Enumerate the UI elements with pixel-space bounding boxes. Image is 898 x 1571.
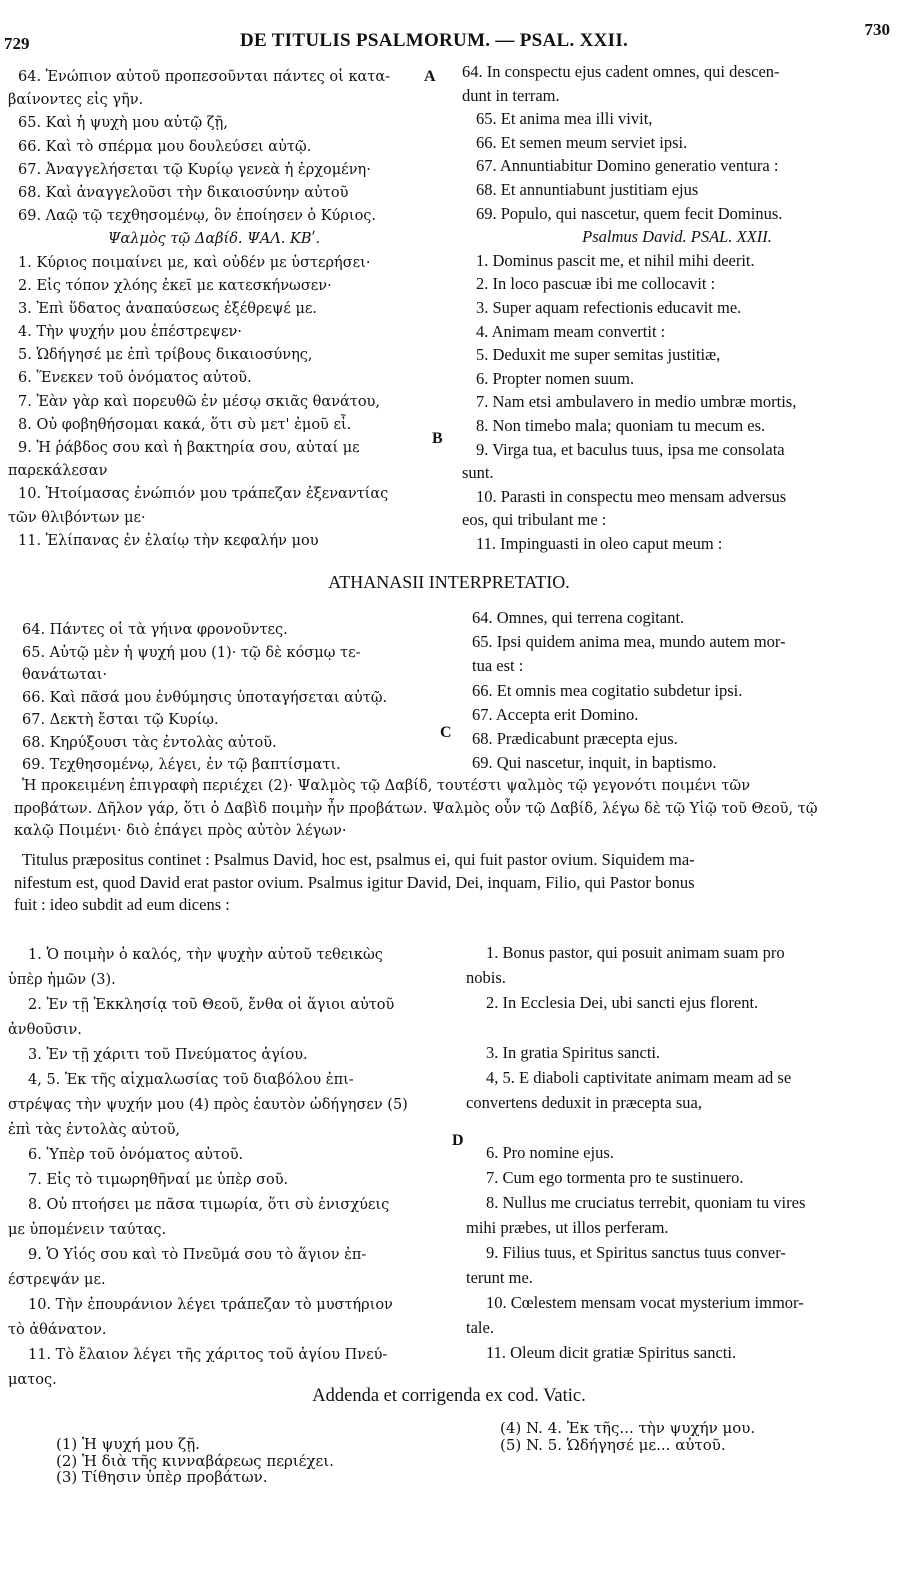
addenda-note: (2) Ἡ διὰ τῆς κινναβάρεως περιέχει. — [56, 1452, 334, 1469]
greek-verse-line: τῶν θλιβόντων με· — [8, 509, 146, 526]
latin-exposition-line: 8. Nullus me cruciatus terrebit, quoniam tu vires — [486, 1193, 806, 1212]
latin-verse-line: 67. Annuntiabitur Domino generatio ventura : — [476, 156, 779, 176]
latin-exposition-line: 6. Pro nomine ejus. — [486, 1143, 614, 1162]
page-number-left: 729 — [4, 34, 30, 53]
latin-exposition-line: 2. In Ecclesia Dei, ubi sancti ejus florent. — [486, 993, 759, 1012]
greek-verse-line: 10. Ἡτοίμασας ἐνώπιόν μου τράπεζαν ἐξεναντίας — [18, 486, 389, 503]
greek-exposition-line: έστρεψάν με. — [8, 1272, 106, 1288]
addenda-note: (5) N. 5. Ὡδήγησέ με... αὐτοῦ. — [500, 1436, 726, 1453]
addenda-right — [500, 1420, 880, 1453]
latin-verse-line: 8. Non timebo mala; quoniam tu mecum es. — [476, 415, 766, 435]
greek-verse-line: 11. Ἐλίπανας ἐν ἐλαίῳ τὴν κεφαλήν μου — [18, 532, 319, 549]
greek-exposition-line: 2. Ἐν τῇ Ἐκκλησίᾳ τοῦ Θεοῦ, ἔνθα οἱ ἅγιοι αὐτοῦ — [28, 997, 395, 1013]
commentary-latin-line: Titulus præpositus continet : Psalmus David, hoc est, psalmus ei, qui fuit pastor ovium. Siquidem ma- — [22, 850, 695, 869]
latin-exposition-line: 1. Bonus pastor, qui posuit animam suam pro — [486, 943, 785, 962]
greek-exposition-line: τὸ ἀθάνατον. — [8, 1322, 107, 1338]
exposition-greek-column — [8, 943, 448, 1393]
addenda-note: (4) N. 4. Ἐκ τῆς... τὴν ψυχήν μου. — [500, 1420, 756, 1437]
latin-verse-line: 66. Et semen meum serviet ipsi. — [476, 132, 688, 152]
latin-exposition-line — [466, 1015, 892, 1040]
exposition-latin-column — [466, 940, 892, 1365]
latin-interpretation-line: 64. Omnes, qui terrena cogitant. — [472, 608, 685, 627]
margin-letter-b: B — [432, 430, 443, 447]
latin-exposition-line: 10. Cœlestem mensam vocat mysterium immor- — [486, 1293, 804, 1312]
greek-verse-line: βαίνοντες εἰς γῆν. — [8, 92, 144, 109]
latin-verse-line: 3. Super aquam refectionis educavit me. — [476, 297, 742, 317]
latin-verse-line: 4. Animam meam convertit : — [476, 321, 666, 341]
latin-verse-line: sunt. — [462, 463, 494, 483]
psalm-latin-column — [462, 60, 892, 555]
latin-verse-line: Psalmus David. PSAL. XXII. — [582, 227, 772, 247]
latin-interpretation-line: 69. Qui nascetur, inquit, in baptismo. — [472, 753, 717, 773]
greek-exposition-line: 3. Ἐν τῇ χάριτι τοῦ Πνεύματος ἁγίου. — [28, 1047, 308, 1063]
section-heading: ATHANASII INTERPRETATIO. — [328, 572, 570, 592]
greek-exposition-line: 7. Εἰς τὸ τιμωρηθῆναί με ὑπὲρ σοῦ. — [28, 1172, 289, 1188]
latin-verse-line: 11. Impinguasti in oleo caput meum : — [476, 533, 723, 553]
latin-interpretation-line: 66. Et omnis mea cogitatio subdetur ipsi. — [472, 680, 743, 700]
latin-exposition-line: terunt me. — [466, 1268, 533, 1287]
greek-interpretation-line: θανάτωται· — [22, 667, 108, 683]
latin-verse-line: 5. Deduxit me super semitas justitiæ, — [476, 345, 721, 365]
latin-verse-line: eos, qui tribulant me : — [462, 510, 607, 530]
latin-exposition-line: 4, 5. E diaboli captivitate animam meam ad se — [486, 1068, 792, 1087]
commentary-latin-line: nifestum est, quod David erat pastor ovium. Psalmus igitur David, Dei, inquam, Filio, qui Pastor bonus — [14, 872, 695, 892]
latin-interpretation-line: 67. Accepta erit Domino. — [472, 704, 639, 724]
greek-exposition-line: με ὑπομένειν ταύτας. — [8, 1222, 167, 1238]
greek-verse-line: 1. Κύριος ποιμαίνει με, καὶ οὐδέν με ὑστερήσει· — [18, 254, 371, 271]
commentary-latin-line: fuit : ideo subdit ad eum dicens : — [14, 895, 230, 914]
latin-exposition-line: 9. Filius tuus, et Spiritus sanctus tuus conver- — [486, 1243, 786, 1262]
latin-exposition-line: 3. In gratia Spiritus sancti. — [486, 1043, 661, 1062]
greek-exposition-line: ματος. — [8, 1372, 57, 1388]
commentary-greek-line: καλῷ Ποιμένι· διὸ ἐπάγει πρὸς αὐτὸν λέγων· — [14, 823, 347, 839]
latin-exposition-line: mihi præbes, ut illos perferam. — [466, 1218, 669, 1237]
greek-exposition-line: 8. Οὐ πτοήσει με πᾶσα τιμωρία, ὅτι σὺ ἐνισχύεις — [28, 1197, 390, 1213]
latin-verse-line: 6. Propter nomen suum. — [476, 368, 635, 388]
latin-verse-line: 65. Et anima mea illi vivit, — [476, 109, 653, 129]
page-number-right: 730 — [864, 20, 890, 39]
addenda-heading: Addenda et corrigenda ex cod. Vatic. — [312, 1386, 586, 1406]
greek-verse-line: 4. Τὴν ψυχήν μου ἐπέστρεψεν· — [18, 324, 242, 341]
greek-interpretation-line: 69. Τεχθησομένῳ, λέγει, ἐν τῷ βαπτίσματι. — [22, 757, 341, 773]
greek-verse-line: 8. Οὐ φοβηθήσομαι κακά, ὅτι σὺ μετ' ἐμοῦ εἶ. — [18, 416, 352, 433]
latin-exposition-line: nobis. — [466, 968, 506, 987]
greek-exposition-line: 10. Τὴν ἐπουράνιον λέγει τράπεζαν τὸ μυστήριον — [28, 1297, 393, 1313]
latin-interpretation-line: 65. Ipsi quidem anima mea, mundo autem mor- — [472, 632, 786, 652]
greek-verse-line: 3. Ἐπὶ ὕδατος ἀναπαύσεως ἐξέθρεψέ με. — [18, 300, 318, 317]
margin-letter-c: C — [440, 724, 452, 741]
latin-interpretation-line: 68. Prædicabunt præcepta ejus. — [472, 728, 678, 748]
addenda-left — [56, 1436, 476, 1486]
greek-verse-line: 69. Λαῷ τῷ τεχθησομένῳ, ὃν ἐποίησεν ὁ Κύριος. — [18, 208, 377, 225]
latin-verse-line: 9. Virga tua, et baculus tuus, ipsa me consolata — [476, 439, 785, 459]
greek-verse-line: 9. Ἡ ῥάβδος σου καὶ ἡ βακτηρία σου, αὐταί με — [18, 440, 360, 456]
latin-verse-line: 1. Dominus pascit me, et nihil mihi deerit. — [476, 250, 755, 270]
psalm-greek-column — [8, 66, 420, 553]
greek-verse-line: 6. Ἕνεκεν τοῦ ὀνόματος αὐτοῦ. — [18, 370, 252, 387]
greek-exposition-line: ἐπὶ τὰς ἐντολὰς αὐτοῦ, — [8, 1122, 180, 1138]
margin-letter-a: A — [424, 68, 436, 85]
greek-verse-line: 65. Καὶ ἡ ψυχὴ μου αὐτῷ ζῇ, — [18, 115, 228, 132]
addenda-note: (1) Ἡ ψυχή μου ζῇ. — [56, 1436, 200, 1453]
greek-verse-line: 5. Ὡδήγησέ με ἐπὶ τρίβους δικαιοσύνης, — [18, 347, 313, 364]
greek-exposition-line: ὑπὲρ ἡμῶν (3). — [8, 972, 116, 988]
commentary-latin — [14, 849, 886, 917]
greek-exposition-line: 4, 5. Ἐκ τῆς αἰχμαλωσίας τοῦ διαβόλου ἐπι- — [28, 1072, 354, 1088]
greek-verse-line: Ψαλμὸς τῷ Δαβίδ. ΨΑΛ. ΚΒʹ. — [107, 231, 321, 248]
latin-interpretation-line: tua est : — [472, 656, 524, 676]
margin-letter-d: D — [452, 1132, 464, 1149]
latin-exposition-line: convertens deduxit in præcepta sua, — [466, 1093, 702, 1112]
greek-verse-line: 68. Καὶ ἀναγγελοῦσι τὴν δικαιοσύνην αὐτοῦ — [18, 184, 349, 201]
latin-verse-line: 68. Et annuntiabunt justitiam ejus — [476, 179, 699, 199]
greek-interpretation-line: 64. Πάντες οἱ τὰ γήινα φρονοῦντες. — [22, 622, 288, 638]
latin-verse-line: 69. Populo, qui nascetur, quem fecit Dominus. — [476, 203, 783, 223]
interpretation-greek-column — [22, 619, 442, 777]
greek-exposition-line: στρέψας τὴν ψυχήν μου (4) πρὸς ἑαυτὸν ὡδήγησεν (5) — [8, 1097, 408, 1113]
greek-interpretation-line: 68. Κηρύξουσι τὰς ἐντολὰς αὐτοῦ. — [22, 734, 277, 751]
greek-exposition-line: 9. Ὁ Υἱός σου καὶ τὸ Πνεῦμά σου τὸ ἅγιον ἐπ- — [28, 1247, 367, 1263]
greek-verse-line: 64. Ἐνώπιον αὐτοῦ προπεσοῦνται πάντες οἱ κατα- — [18, 69, 391, 85]
latin-verse-line: 64. In conspectu ejus cadent omnes, qui descen- — [462, 62, 780, 81]
greek-interpretation-line: 67. Δεκτὴ ἔσται τῷ Κυρίῳ. — [22, 712, 219, 728]
greek-verse-line: 2. Εἰς τόπον χλόης ἐκεῖ με κατεσκήνωσεν· — [18, 277, 332, 294]
latin-verse-line: dunt in terram. — [462, 85, 560, 105]
latin-verse-line: 7. Nam etsi ambulavero in medio umbræ mortis, — [476, 392, 797, 412]
latin-verse-line: 10. Parasti in conspectu meo mensam adversus — [476, 486, 787, 506]
commentary-greek-line: Ἡ προκειμένη ἐπιγραφὴ περιέχει (2)· Ψαλμὸς τῷ Δαβίδ, τουτέστι ψαλμὸς τῷ γεγονότι ποιμένι τῶν — [22, 778, 751, 794]
commentary-greek-line: προβάτων. Δῆλον γάρ, ὅτι ὁ Δαβὶδ ποιμὴν ἦν προβάτων. Ψαλμὸς οὖν τῷ Δαβίδ, λέγω δὲ τῷ Υἱῷ τοῦ Θεοῦ, τῷ — [14, 800, 818, 817]
greek-verse-line: 67. Ἀναγγελήσεται τῷ Κυρίῳ γενεὰ ἡ ἐρχομένη· — [18, 161, 371, 178]
greek-verse-line: παρεκάλεσαν — [8, 463, 108, 480]
greek-exposition-line: ἀνθοῦσιν. — [8, 1022, 82, 1038]
latin-exposition-line: tale. — [466, 1318, 494, 1337]
greek-exposition-line: 11. Τὸ ἔλαιον λέγει τῆς χάριτος τοῦ ἁγίου Πνεύ- — [28, 1347, 388, 1363]
greek-exposition-line: 6. Ὑπὲρ τοῦ ὀνόματος αὐτοῦ. — [28, 1147, 244, 1163]
latin-exposition-line — [466, 1115, 892, 1140]
latin-exposition-line: 11. Oleum dicit gratiæ Spiritus sancti. — [486, 1343, 737, 1362]
greek-verse-line: 66. Καὶ τὸ σπέρμα μου δουλεύσει αὐτῷ. — [18, 138, 312, 155]
running-title: DE TITULIS PSALMORUM. — PSAL. XXII. — [240, 30, 629, 51]
greek-verse-line: 7. Ἐὰν γὰρ καὶ πορευθῶ ἐν μέσῳ σκιᾶς θανάτου, — [18, 393, 380, 410]
addenda-note: (3) Τίθησιν ὑπὲρ προβάτων. — [56, 1469, 268, 1486]
latin-exposition-line: 7. Cum ego tormenta pro te sustinuero. — [486, 1168, 744, 1187]
commentary-greek — [14, 775, 886, 843]
greek-interpretation-line: 65. Αὐτῷ μὲν ἡ ψυχή μου (1)· τῷ δὲ κόσμῳ τε- — [22, 644, 361, 661]
greek-exposition-line: 1. Ὁ ποιμὴν ὁ καλός, τὴν ψυχὴν αὐτοῦ τεθεικὼς — [28, 947, 383, 963]
latin-verse-line: 2. In loco pascuæ ibi me collocavit : — [476, 274, 716, 294]
greek-interpretation-line: 66. Καὶ πᾶσά μου ἐνθύμησις ὑποταγήσεται αὐτῷ. — [22, 689, 388, 706]
interpretation-latin-column — [472, 606, 890, 775]
